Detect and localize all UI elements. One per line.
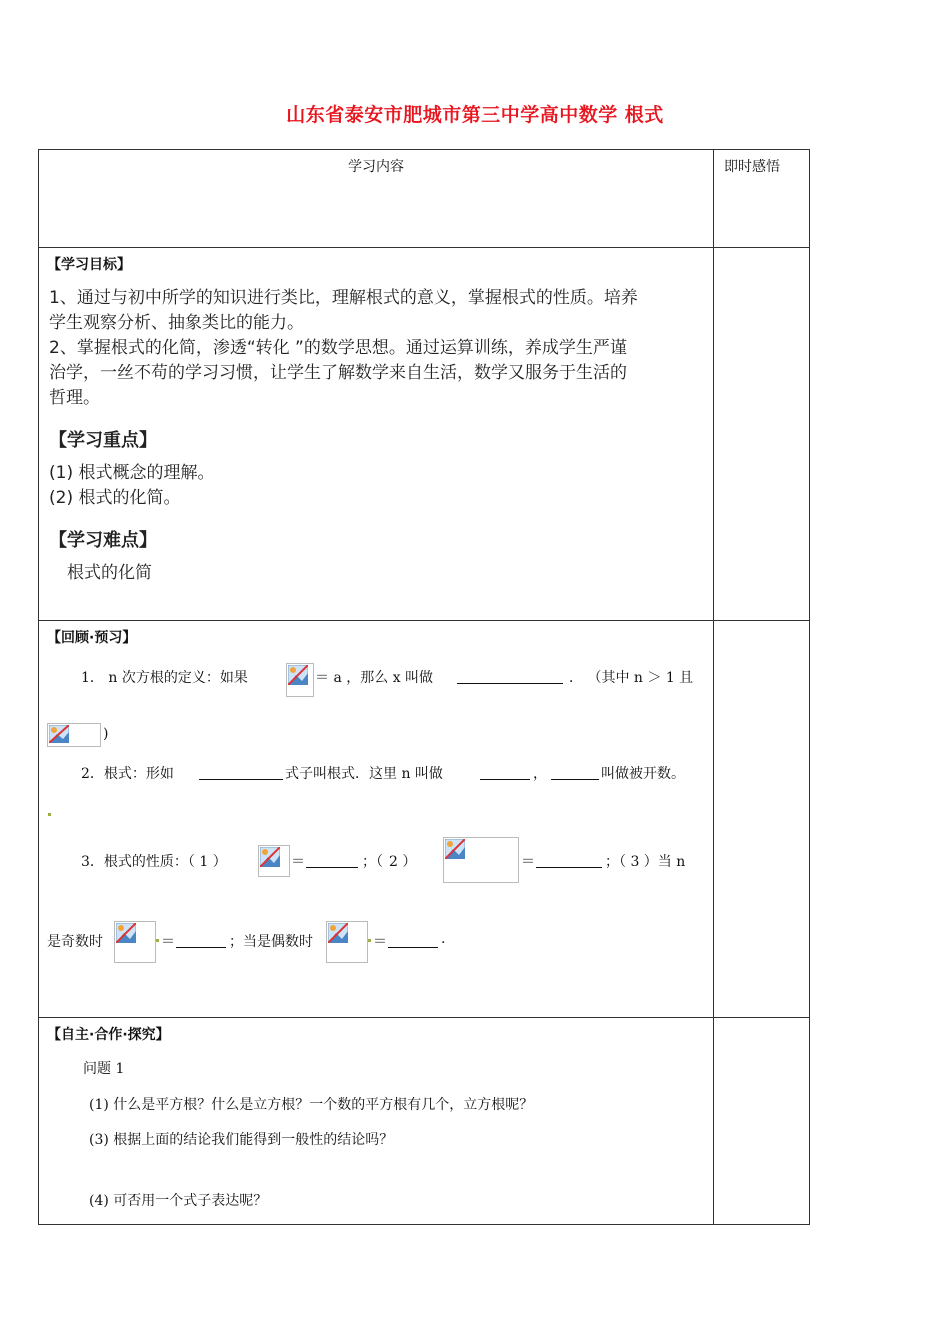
q3-text-b: ＝ (291, 854, 305, 870)
q3-text-c2: 2 ） (389, 854, 417, 870)
study-table (38, 149, 810, 1225)
q1-text-c: ． （其中 n ＞ 1 且 (569, 670, 694, 686)
explore-reflect-cell (714, 1018, 810, 1225)
goals-line-2: 学生观察分析、抽象类比的能力。 (49, 313, 304, 333)
difficulty-1: 根式的化简 (67, 563, 152, 583)
q3-answer-2-blank[interactable] (536, 853, 602, 868)
review-label: 【回顾·预习】 (47, 630, 137, 646)
q1-text-b: ＝ a ，那么 x 叫做 (315, 670, 434, 686)
goals-label: 【学习目标】 (47, 257, 131, 273)
goals-line-1: 1、通过与初中所学的知识进行类比，理解根式的意义，掌握根式的性质。培养 (49, 288, 638, 308)
goals-line-5: 哲理。 (49, 388, 100, 408)
review-cell (39, 621, 714, 1018)
q3-text-e: ；（ 3 ）当 n (605, 854, 686, 870)
header-content-cell (39, 150, 714, 248)
q4-text-c: ；当是偶数时 (229, 934, 313, 950)
q2-text-c: ， (533, 766, 547, 782)
q2-radicand-blank[interactable] (551, 765, 599, 780)
problem-item-4: (4) 可否用一个式子表达呢？ (89, 1193, 268, 1209)
formula-image-icon (443, 837, 519, 883)
formula-image-icon (326, 921, 368, 963)
formula-image-icon (286, 663, 314, 697)
key-points-label: 【学习重点】 (49, 430, 157, 451)
q4-text-b: ＝ (161, 934, 175, 950)
explore-cell (39, 1018, 714, 1225)
goals-reflect-cell (714, 248, 810, 621)
goals-line-3: 2、掌握根式的化简，渗透“转化 ”的数学思想。通过运算训练，养成学生严谨 (49, 338, 627, 358)
q4-odd-blank[interactable] (176, 933, 226, 948)
formula-image-icon (258, 845, 290, 877)
q4-text-e: . (441, 931, 446, 947)
q1-answer-blank[interactable] (457, 669, 563, 684)
formula-image-icon (114, 921, 156, 963)
marker-dot (368, 939, 371, 942)
q4-text-d: ＝ (373, 934, 387, 950)
header-reflect-label: 即时感悟 (724, 159, 780, 175)
review-reflect-cell (714, 621, 810, 1018)
q1-text-d: ) (103, 726, 109, 742)
q1-text-a: 1． n 次方根的定义：如果 (81, 670, 248, 686)
key-point-2: (2) 根式的化简。 (49, 488, 181, 508)
q4-text-a: 是奇数时 (47, 934, 103, 950)
q3-answer-1-blank[interactable] (306, 853, 358, 868)
header-reflect-cell (714, 150, 810, 248)
problem-item-1: (1) 什么是平方根？什么是立方根？一个数的平方根有几个，立方根呢？ (89, 1097, 534, 1113)
difficulty-label: 【学习难点】 (49, 530, 157, 551)
goals-line-4: 治学，一丝不苟的学习习惯，让学生了解数学来自生活，数学又服务于生活的 (49, 363, 627, 383)
q2-text-a: 2．根式：形如 (81, 766, 174, 782)
q4-even-blank[interactable] (388, 933, 438, 948)
document-title: 山东省泰安市肥城市第三中学高中数学 根式 (286, 104, 664, 126)
q3-text-c: ；（ (362, 854, 383, 870)
q3-text-d: ＝ (521, 854, 535, 870)
q2-form-blank[interactable] (199, 765, 283, 780)
header-content-label: 学习内容 (348, 159, 404, 175)
problem-1-label: 问题 1 (83, 1061, 125, 1077)
q3-text-a: 3．根式的性质：（ 1 ） (81, 854, 227, 870)
marker-dot (156, 939, 159, 942)
q2-text-b: 式子叫根式．这里 n 叫做 (285, 766, 443, 782)
q2-n-blank[interactable] (480, 765, 530, 780)
marker-dot (48, 813, 51, 816)
goals-cell (39, 248, 714, 621)
q2-text-d: 叫做被开数。 (601, 766, 685, 782)
problem-item-3: (3) 根据上面的结论我们能得到一般性的结论吗？ (89, 1132, 394, 1148)
explore-label: 【自主·合作·探究】 (47, 1027, 170, 1043)
key-point-1: (1) 根式概念的理解。 (49, 463, 215, 483)
formula-image-icon (47, 723, 101, 747)
